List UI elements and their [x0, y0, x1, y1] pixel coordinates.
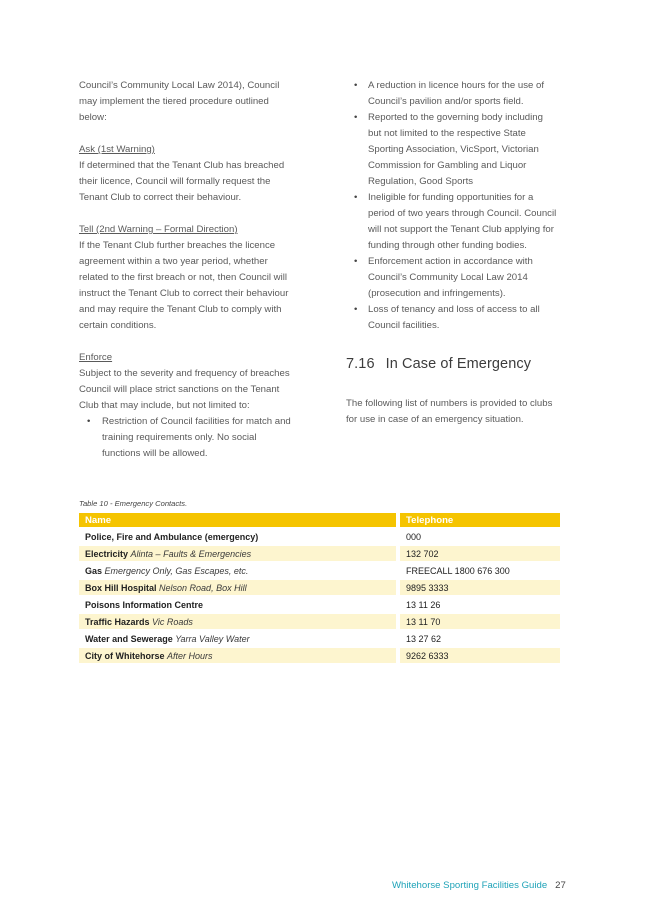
contact-name: Gas [85, 565, 103, 576]
contact-detail: After Hours [167, 650, 213, 661]
tell-line: If the Tenant Club further breaches the licence [79, 240, 276, 251]
intro-line: may implement the tiered procedure outlined [79, 96, 269, 107]
bullet-item [346, 110, 574, 190]
bullet-line: • A reduction in licence hours for the use of [368, 80, 544, 91]
contact-name-cell [79, 546, 396, 561]
bullet-line: functions will be allowed. [102, 448, 208, 459]
enforce-bullet-list [79, 414, 311, 462]
section-number: 7.16 [346, 356, 375, 372]
table-row [79, 631, 560, 646]
contact-detail: Nelson Road, Box Hill [159, 582, 247, 593]
table-row [79, 546, 560, 561]
enforce-line: Club that may include, but not limited to: [79, 400, 250, 411]
tell-line: instruct the Tenant Club to correct their behaviour [79, 288, 289, 299]
footer-title: Whitehorse Sporting Facilities Guide [392, 880, 548, 891]
bullet-item [346, 254, 574, 302]
table-row [79, 563, 560, 578]
contact-name-cell [79, 597, 396, 612]
header-telephone: Telephone [396, 513, 560, 527]
section-heading [346, 356, 531, 372]
table-row [79, 597, 560, 612]
intro-line: Council’s Community Local Law 2014), Council [79, 80, 280, 91]
tell-line: certain conditions. [79, 320, 157, 331]
contact-telephone: 13 11 70 [396, 614, 560, 629]
contact-name: Poisons Information Centre [85, 599, 204, 610]
bullet-line: • Restriction of Council facilities for match and [102, 416, 291, 427]
contact-name-cell [79, 580, 396, 595]
contact-telephone: 000 [396, 529, 560, 544]
ask-heading: Ask (1st Warning) [79, 144, 155, 155]
contact-telephone: FREECALL 1800 676 300 [396, 563, 560, 578]
bullet-item [346, 190, 574, 254]
contact-name-cell [79, 563, 396, 578]
sanctions-bullet-list [346, 78, 574, 334]
bullet-item [346, 302, 574, 334]
bullet-line: Council facilities. [368, 320, 440, 331]
intro-line: for use in case of an emergency situation. [346, 414, 524, 425]
contact-detail: Emergency Only, Gas Escapes, etc. [104, 565, 249, 576]
contact-detail: Yarra Valley Water [175, 633, 250, 644]
bullet-line: but not limited to the respective State [368, 128, 526, 139]
ask-line: If determined that the Tenant Club has breached [79, 160, 285, 171]
ask-line: their licence, Council will formally request the [79, 176, 271, 187]
contact-detail: Alinta – Faults & Emergencies [130, 548, 252, 559]
contact-detail: Vic Roads [152, 616, 193, 627]
enforce-heading: Enforce [79, 352, 113, 363]
table-row [79, 614, 560, 629]
section-intro [346, 396, 574, 428]
bullet-line: will not support the Tenant Club applying for [368, 224, 554, 235]
bullet-line: • Enforcement action in accordance with [368, 256, 533, 267]
header-name: Name [79, 513, 396, 527]
ask-line: Tenant Club to correct their behaviour. [79, 192, 242, 203]
bullet-line: Commission for Gambling and Liquor [368, 160, 527, 171]
contact-telephone: 13 11 26 [396, 597, 560, 612]
tell-line: related to the first breach or not, then Council will [79, 272, 287, 283]
contact-telephone: 9262 6333 [396, 648, 560, 663]
bullet-line: Council’s pavilion and/or sports field. [368, 96, 524, 107]
section-title: In Case of Emergency [385, 356, 532, 372]
enforce-line: Council will place strict sanctions on the Tenant [79, 384, 280, 395]
tell-line: and may require the Tenant Club to comply with [79, 304, 282, 315]
bullet-line: funding through other funding bodies. [368, 240, 527, 251]
contact-name: Police, Fire and Ambulance (emergency) [85, 531, 259, 542]
table-caption: Table 10 - Emergency Contacts. [79, 499, 188, 508]
bullet-line: • Reported to the governing body including [368, 112, 543, 123]
left-column [79, 78, 311, 462]
bullet-line: Regulation, Good Sports [368, 176, 474, 187]
page-number: 27 [555, 880, 566, 891]
intro-line: below: [79, 112, 107, 123]
bullet-item [346, 78, 574, 110]
contact-telephone: 13 27 62 [396, 631, 560, 646]
contact-name-cell [79, 648, 396, 663]
page-footer [392, 880, 566, 891]
contact-name: Electricity [85, 548, 129, 559]
tell-line: agreement within a two year period, whether [79, 256, 268, 267]
table-row [79, 529, 560, 544]
emergency-contacts-table [79, 511, 560, 665]
bullet-line: Council’s Community Local Law 2014 [368, 272, 528, 283]
bullet-line: period of two years through Council. Council [368, 208, 557, 219]
table-row [79, 580, 560, 595]
contact-name: Traffic Hazards [85, 616, 150, 627]
contact-name-cell [79, 631, 396, 646]
enforce-line: Subject to the severity and frequency of breaches [79, 368, 290, 379]
contact-name: Box Hill Hospital [85, 582, 157, 593]
contact-name-cell [79, 529, 396, 544]
contact-name-cell [79, 614, 396, 629]
bullet-line: training requirements only. No social [102, 432, 257, 443]
right-column [346, 78, 574, 334]
contact-telephone: 132 702 [396, 546, 560, 561]
tell-heading: Tell (2nd Warning – Formal Direction) [79, 224, 238, 235]
bullet-line: • Ineligible for funding opportunities for a [368, 192, 534, 203]
contact-telephone: 9895 3333 [396, 580, 560, 595]
bullet-line: • Loss of tenancy and loss of access to all [368, 304, 540, 315]
contact-name: Water and Sewerage [85, 633, 173, 644]
bullet-line: (prosecution and infringements). [368, 288, 506, 299]
table-row [79, 648, 560, 663]
contact-name: City of Whitehorse [85, 650, 165, 661]
bullet-item [79, 414, 311, 462]
intro-line: The following list of numbers is provided to clubs [346, 398, 553, 409]
bullet-line: Sporting Association, VicSport, Victorian [368, 144, 539, 155]
table-header-row [79, 513, 560, 527]
